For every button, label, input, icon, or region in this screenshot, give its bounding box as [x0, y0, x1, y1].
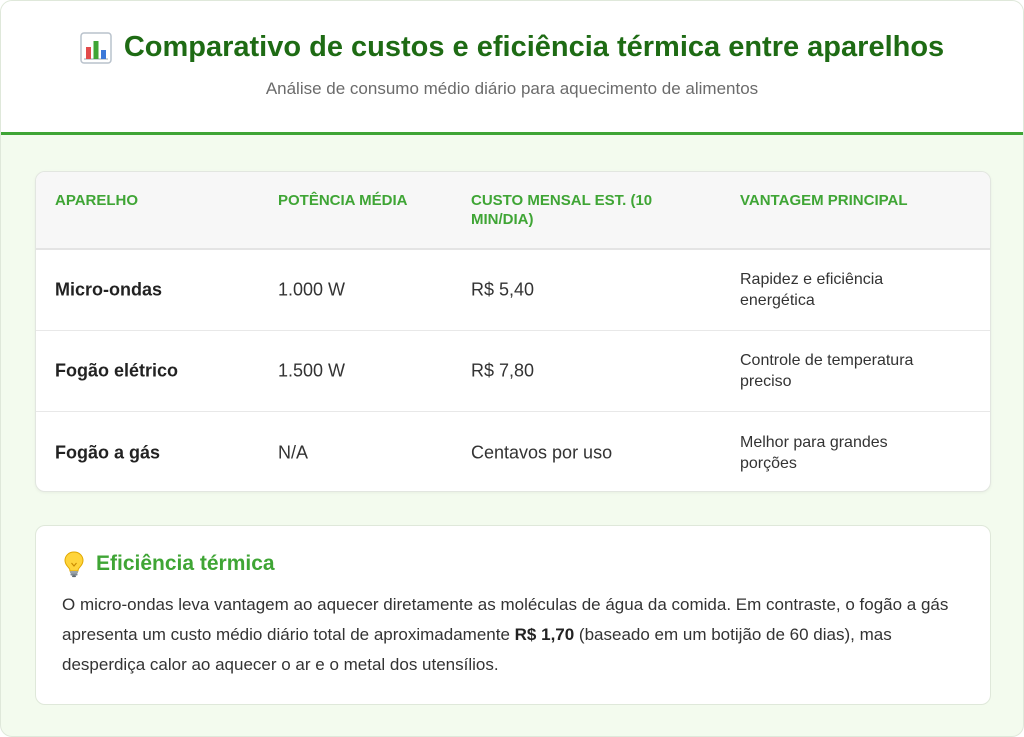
- note-title: [62, 550, 964, 578]
- note-text-highlight: R$ 1,70: [514, 625, 575, 644]
- cell-custo: Centavos por uso: [471, 442, 613, 462]
- page-header: [1, 1, 1023, 135]
- cell-vantagem: Melhor para grandes porções: [740, 433, 888, 472]
- cell-custo: R$ 5,40: [471, 279, 535, 300]
- cell-potencia: N/A: [278, 442, 309, 462]
- cell-vantagem: Controle de temperatura preciso: [740, 352, 914, 390]
- note-paragraph: [62, 590, 967, 680]
- table-row: [36, 412, 990, 492]
- table-row: [36, 331, 990, 412]
- cell-aparelho: Micro-ondas: [55, 279, 163, 300]
- column-header-potencia: POTÊNCIA MÉDIA: [278, 192, 408, 209]
- column-header-custo: CUSTO MENSAL EST. (10 MIN/DIA): [471, 192, 653, 228]
- cell-custo: R$ 7,80: [471, 360, 535, 381]
- column-header-vantagem: VANTAGEM PRINCIPAL: [740, 192, 908, 209]
- cell-potencia: 1.000 W: [278, 279, 346, 300]
- page-title: [80, 31, 944, 64]
- note-text-after: (baseado em um botijão de 60 dias), mas desperdiça calor ao aquecer o ar e o metal dos utensílios.: [62, 625, 892, 674]
- cell-vantagem: Rapidez e eficiência energética: [740, 271, 884, 309]
- cell-aparelho: Fogão a gás: [55, 442, 161, 462]
- table-row: [36, 250, 990, 331]
- thermal-efficiency-note: [35, 525, 991, 705]
- lightbulb-icon: [62, 550, 86, 578]
- cell-aparelho: Fogão elétrico: [55, 360, 179, 381]
- table-header: [36, 172, 990, 250]
- bar-chart-icon: [80, 32, 112, 64]
- cell-potencia: 1.500 W: [278, 360, 346, 381]
- page-subtitle: Análise de consumo médio diário para aquecimento de alimentos: [265, 78, 759, 98]
- title-text: Comparativo de custos e eficiência térmica entre aparelhos: [123, 31, 945, 63]
- note-text-before: O micro-ondas leva vantagem ao aquecer diretamente as moléculas de água da comida. Em contraste, o fogão a gás apresenta um custo médio diário total de aproximadamente: [62, 595, 949, 644]
- note-title-text: Eficiência térmica: [96, 552, 275, 575]
- comparison-table: [35, 171, 991, 492]
- column-header-aparelho: APARELHO: [55, 192, 139, 209]
